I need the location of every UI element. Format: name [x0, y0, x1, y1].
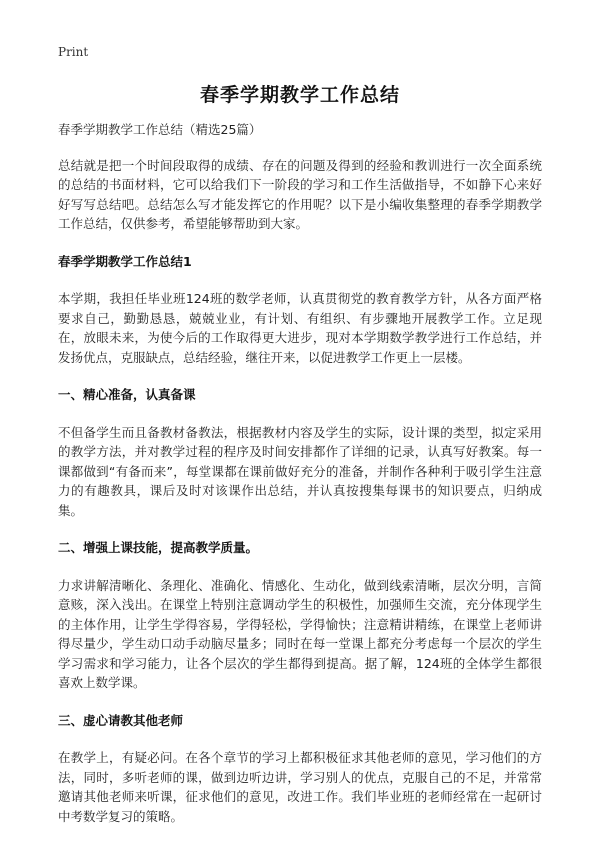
print-link[interactable]: Print: [58, 45, 89, 59]
intro-paragraph: 总结就是把一个时间段取得的成绩、存在的问题及得到的经验和教训进行一次全面系统的总结的书面材料，它可以给我们下一阶段的学习和工作生活做指导，不如静下心来好好写写总结吧。总结怎么写才能发挥它的作用呢？以下是小编收集整理的春季学期教学工作总结，仅供参考，希望能够帮助到大家。: [58, 157, 542, 231]
article-subtitle: 春季学期教学工作总结（精选25篇）: [58, 122, 262, 137]
heading-preparation: 一、精心准备，认真备课: [58, 387, 196, 402]
heading-consult-teachers: 三、虚心请教其他老师: [58, 712, 184, 728]
article-body: [58, 120, 542, 844]
paragraph-preparation: 不但备学生而且备教材备教法，根据教材内容及学生的实际，设计课的类型，拟定采用的教学方法，并对教学过程的程序及时间安排都作了详细的记录，认真写好教案。每一课都做到“有备而来”，每堂课都在课前做好充分的准备，并制作各种利于吸引学生注意力的有趣教具，课后及时对该课作出总结，并认真按搜集每课书的知识要点，归纳成集。: [58, 424, 542, 518]
section-title: 春季学期教学工作总结1: [58, 253, 192, 269]
section-intro-paragraph: 本学期，我担任毕业班124班的数学老师，认真贯彻党的教育教学方针，从各方面严格要求自己，勤勤恳恳，兢兢业业，有计划、有组织、有步骤地开展教学工作。立足现在，放眼未来，为使今后的工作取得更大进步，现对本学期数学教学进行工作总结，并发扬优点，克服缺点，总结经验，继往开来，以促进教学工作更上一层楼。: [58, 291, 542, 365]
heading-teaching-skills: 二、增强上课技能，提高教学质量。: [58, 540, 259, 555]
paragraph-teaching-skills: 力求讲解清晰化、条理化、准确化、情感化、生动化，做到线索清晰，层次分明，言简意赅，深入浅出。在课堂上特别注意调动学生的积极性，加强师生交流，充分体现学生的主体作用，让学生学得容易，学得轻松，学得愉快；注意精讲精练，在课堂上老师讲得尽量少，学生动口动手动脑尽量多；同时在每一堂课上都充分考虑每一个层次的学生学习需求和学习能力，让各个层次的学生都得到提高。据了解，124班的全体学生都很喜欢上数学课。: [58, 577, 542, 690]
paragraph-consult-teachers: 在教学上，有疑必问。在各个章节的学习上都积极征求其他老师的意见，学习他们的方法，同时，多听老师的课，做到边听边讲，学习别人的优点，克服自己的不足，并常常邀请其他老师来听课，征求他们的意见，改进工作。我们毕业班的老师经常在一起研讨中考数学复习的策略。: [58, 750, 542, 824]
page-title: 春季学期教学工作总结: [199, 84, 400, 106]
